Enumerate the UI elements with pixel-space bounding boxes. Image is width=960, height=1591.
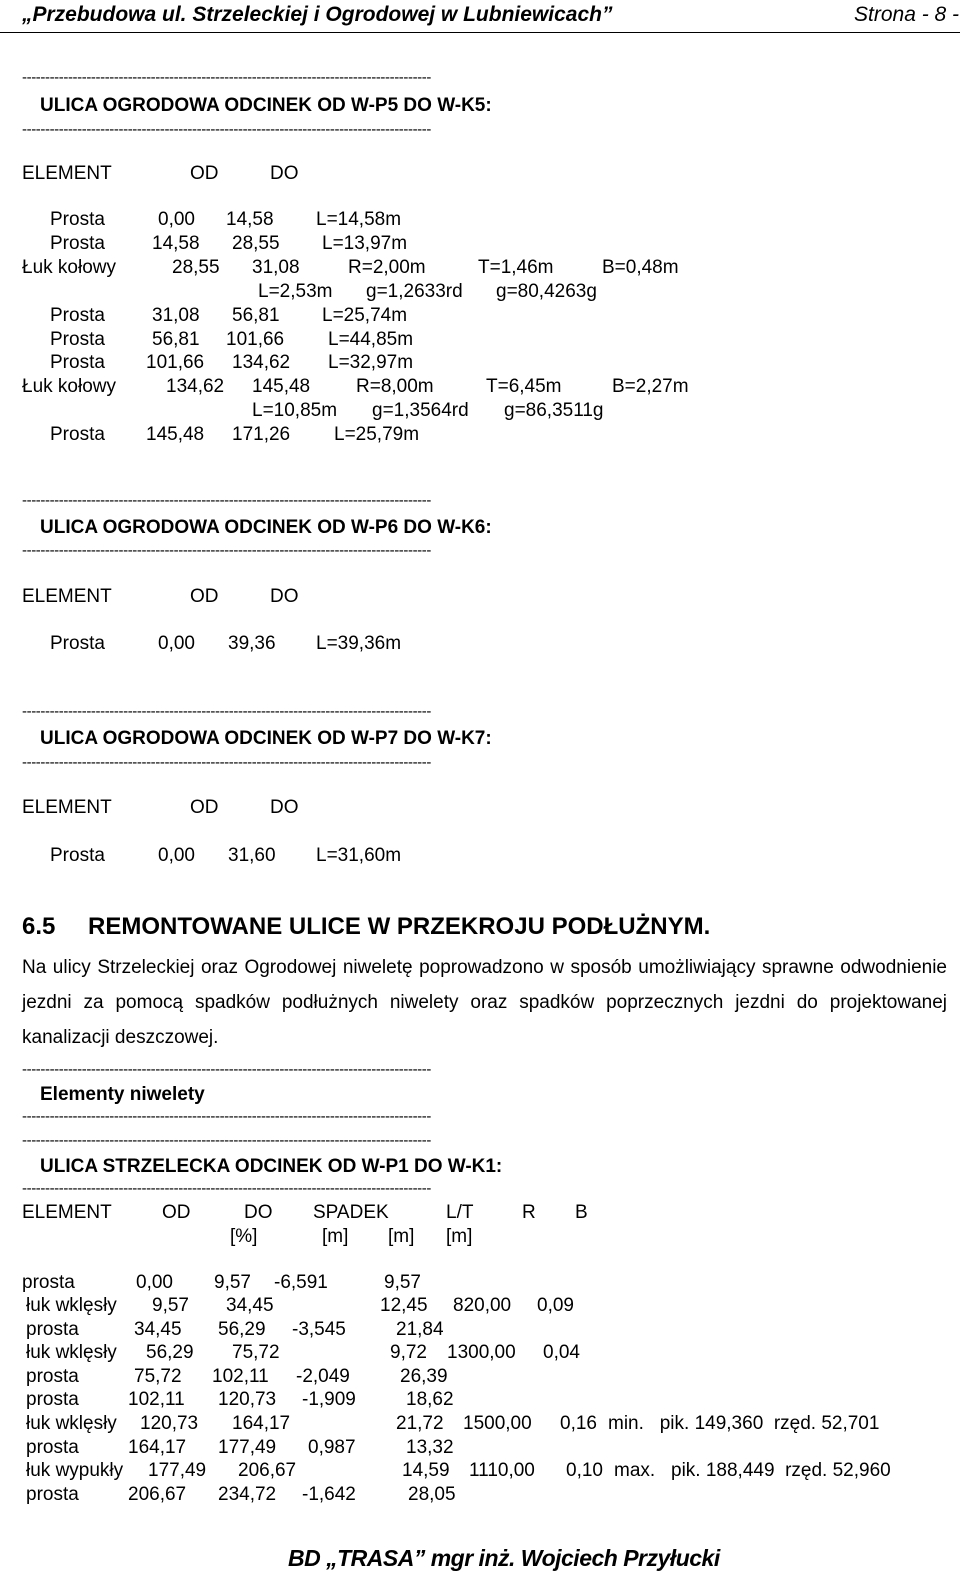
column-header-element: ELEMENT [22,797,112,818]
column-header-do: DO [270,163,299,184]
column-header-element: ELEMENT [22,163,112,184]
column-header-do: DO [244,1202,273,1223]
chapter-title: REMONTOWANE ULICE W PRZEKROJU PODŁUŻNYM. [88,913,711,940]
dashed-rule: ----------------------------------------------------------------------------------------- [22,704,431,719]
column-header-do: DO [270,586,299,607]
column-header-od: OD [190,797,219,818]
column-header-od: OD [162,1202,191,1223]
section-title: ULICA OGRODOWA ODCINEK OD W-P5 DO W-K5: [40,95,492,116]
unit-percent: [%] [230,1226,258,1247]
dashed-rule: ----------------------------------------------------------------------------------------- [22,1062,431,1077]
column-header-element: ELEMENT [22,1202,112,1223]
section-title: ULICA STRZELECKA ODCINEK OD W-P1 DO W-K1: [40,1156,503,1177]
column-header-od: OD [190,163,219,184]
dashed-rule: ----------------------------------------------------------------------------------------- [22,493,431,508]
dashed-rule: ----------------------------------------------------------------------------------------- [22,70,431,85]
dashed-rule: ----------------------------------------------------------------------------------------- [22,122,431,137]
column-header-do: DO [270,797,299,818]
unit-m: [m] [322,1226,349,1247]
dashed-rule: ----------------------------------------------------------------------------------------- [22,1109,431,1124]
column-header-spadek: SPADEK [313,1202,389,1223]
chapter-paragraph: Na ulicy Strzeleckiej oraz Ogrodowej niweletę poprowadzono w sposób umożliwiający sprawne odwodnienie jezdni za pomocą spadków podłużnych niwelety oraz spadków poprzecznych jezdni do projektowanej kanalizacji deszczowej. [22,957,947,1048]
dashed-rule: ----------------------------------------------------------------------------------------- [22,1181,431,1196]
column-header-b: B [575,1202,588,1223]
dashed-rule: ----------------------------------------------------------------------------------------- [22,755,431,770]
section-title: ULICA OGRODOWA ODCINEK OD W-P6 DO W-K6: [40,517,492,538]
unit-m: [m] [446,1226,473,1247]
chapter-number: 6.5 [22,913,56,940]
elements-title: Elementy niwelety [40,1084,205,1105]
dashed-rule: ----------------------------------------------------------------------------------------- [22,1133,431,1148]
column-header-od: OD [190,586,219,607]
footer-company: BD „TRASA” mgr inż. Wojciech Przyłucki [288,1545,720,1571]
unit-m: [m] [388,1226,415,1247]
header-divider [0,32,960,33]
column-header-lt: L/T [446,1202,474,1223]
page-number: Strona - 8 - [854,3,960,26]
header-title: „Przebudowa ul. Strzeleckiej i Ogrodowej w Lubniewicach” [22,3,613,26]
section-title: ULICA OGRODOWA ODCINEK OD W-P7 DO W-K7: [40,728,492,749]
column-header-element: ELEMENT [22,586,112,607]
column-header-r: R [522,1202,536,1223]
dashed-rule: ----------------------------------------------------------------------------------------- [22,543,431,558]
